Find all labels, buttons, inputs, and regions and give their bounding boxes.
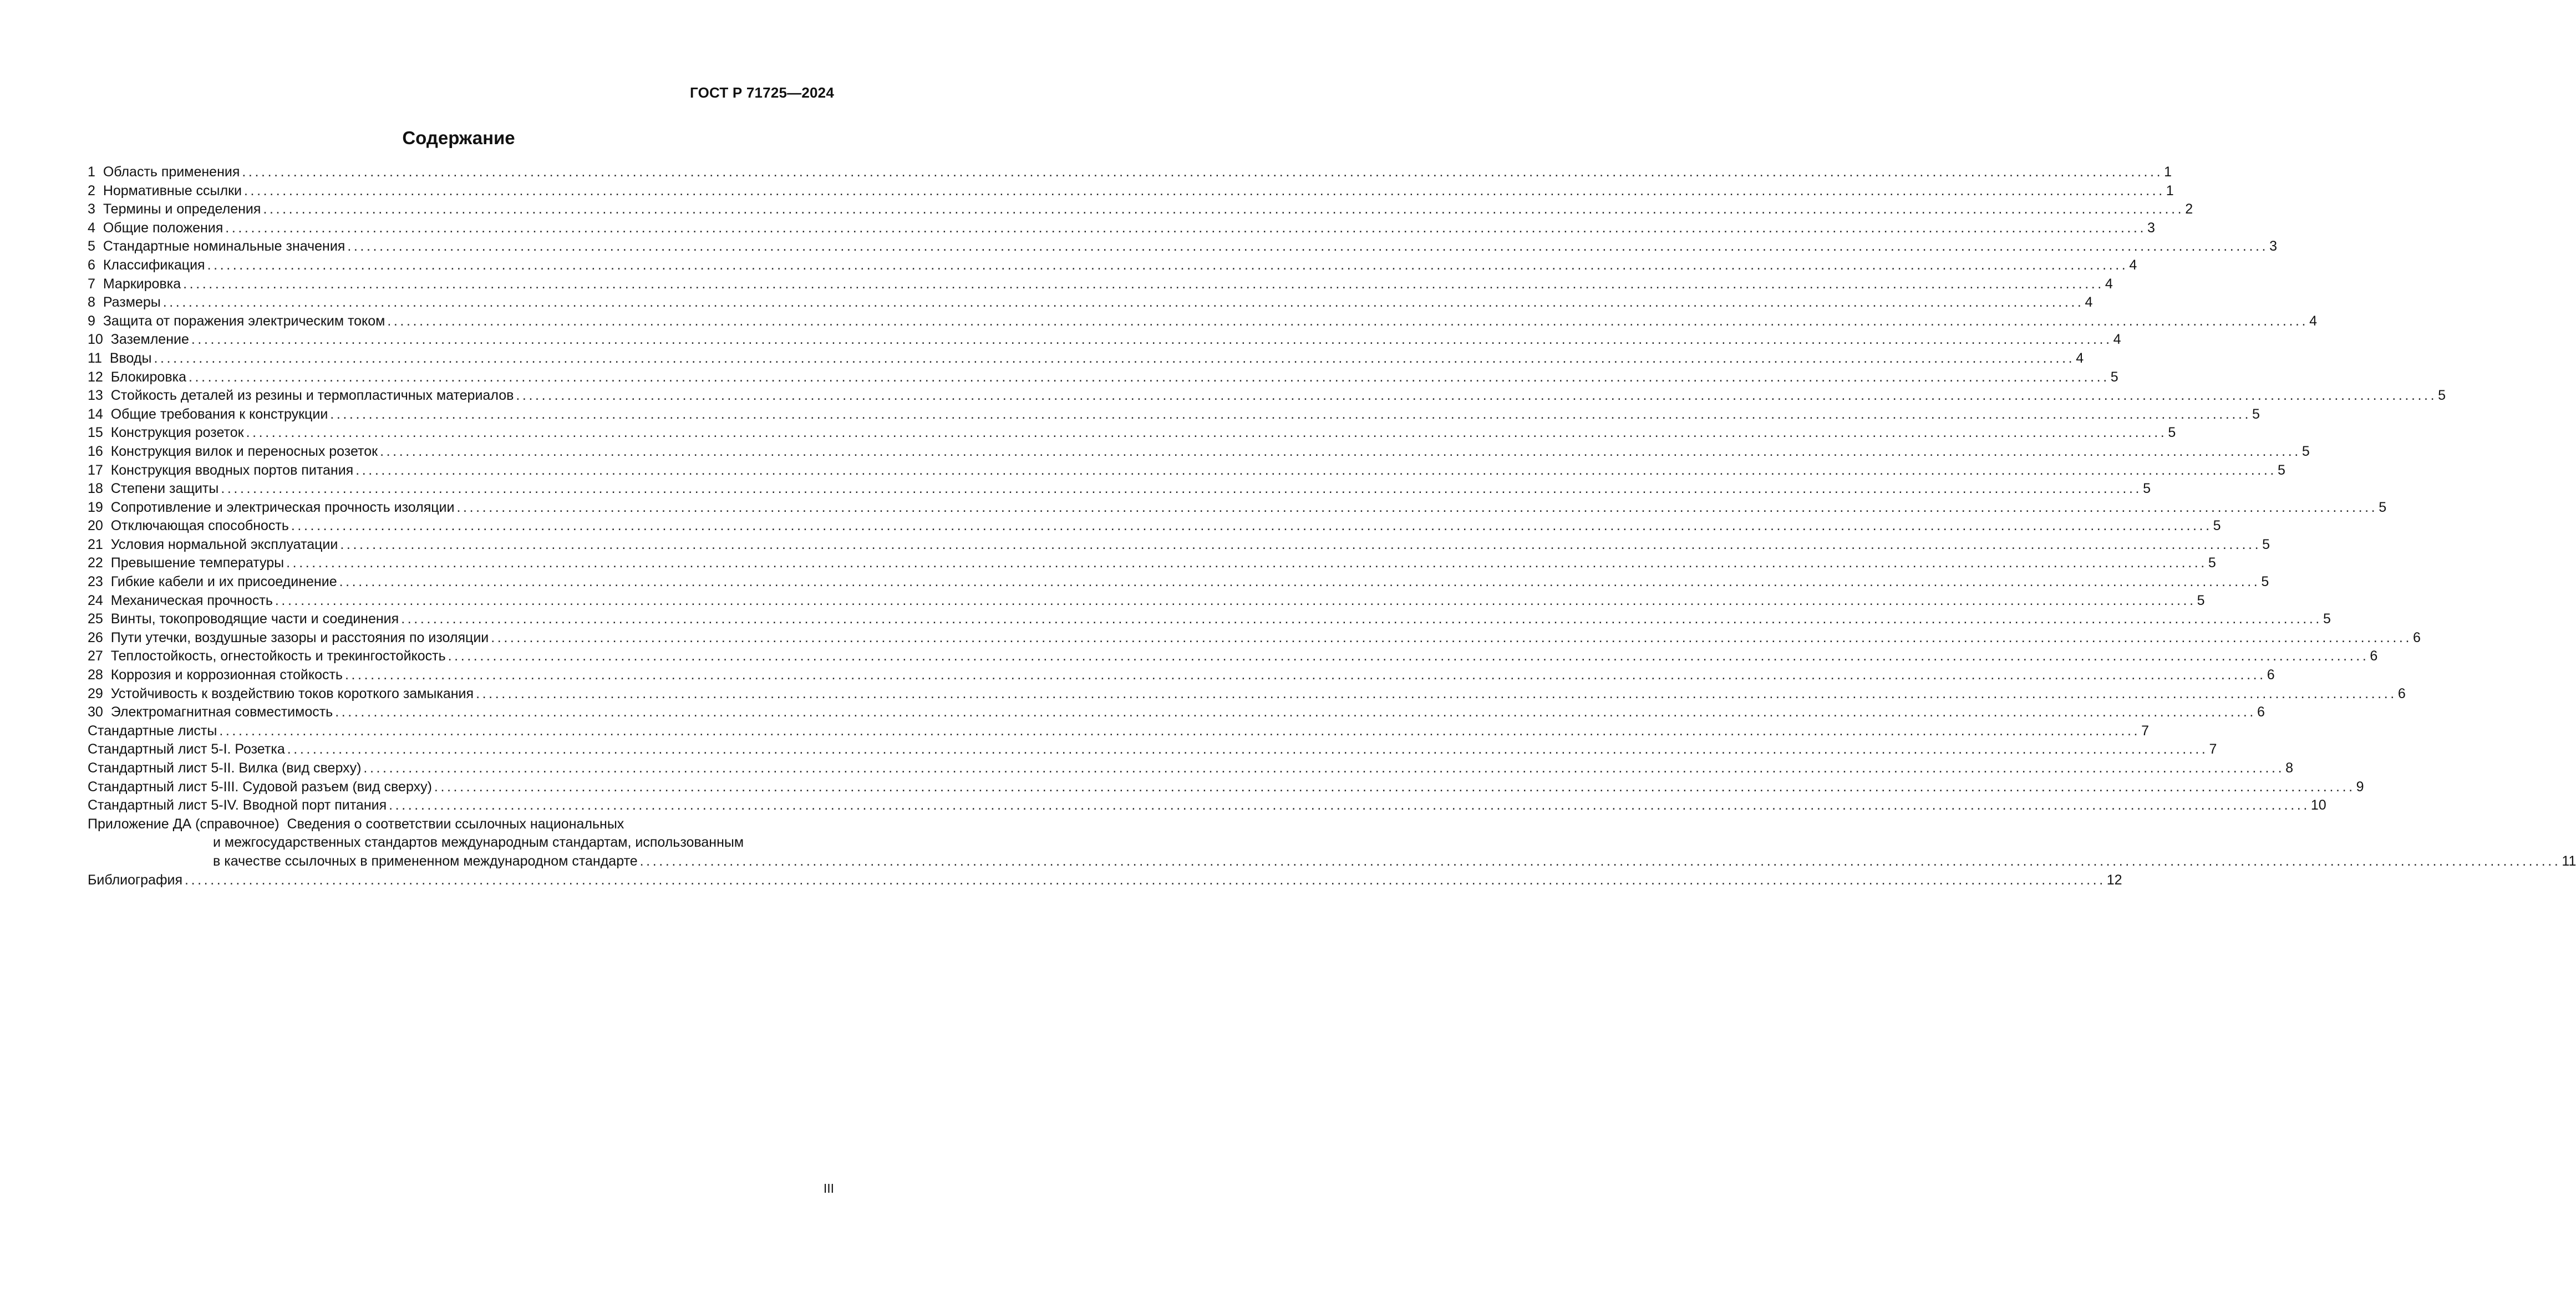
toc-dot-leader: ............................................................................................................................................................................................................................................................................................................: [191, 332, 2112, 348]
toc-entry-label: [88, 237, 345, 256]
toc-entry-number: 9: [88, 313, 95, 329]
toc-page-number: 6: [2413, 629, 2421, 645]
toc-entry-label: [88, 293, 161, 312]
toc-dot-leader: ............................................................................................................................................................................................................................................................................................................: [491, 629, 2412, 645]
toc-entry-number: 22: [88, 555, 103, 571]
toc-dot-leader: ............................................................................................................................................................................................................................................................................................................: [244, 182, 2165, 199]
toc-entry-label: [88, 796, 387, 815]
toc-entry-title: Условия нормальной эксплуатации: [110, 536, 338, 552]
toc-entry-title: Отключающая способность: [110, 518, 289, 534]
toc-entry[interactable]: [88, 685, 2406, 704]
toc-entry-title: Классификация: [103, 257, 205, 273]
toc-entry-number: 1: [88, 164, 95, 180]
toc-entry-label: [88, 312, 385, 331]
toc-entry-number: 26: [88, 629, 103, 645]
toc-entry-number: 25: [88, 611, 103, 627]
toc-entry-title: Заземление: [110, 332, 189, 348]
toc-entry-label: [88, 219, 223, 238]
toc-dot-leader: ............................................................................................................................................................................................................................................................................................................: [335, 704, 2256, 720]
toc-entry-label: [88, 647, 446, 666]
toc-entry-title: Винты, токопроводящие части и соединения: [110, 611, 399, 627]
toc-entry-label: [88, 610, 399, 629]
toc-entry-label: [88, 573, 337, 592]
toc-entry-title: Пути утечки, воздушные зазоры и расстояния по изоляции: [110, 629, 489, 645]
toc-entry-number: 29: [88, 685, 103, 701]
toc-page-number: 5: [2438, 388, 2446, 404]
toc-entry-number: 28: [88, 667, 103, 683]
toc-entry-number: 23: [88, 574, 103, 590]
toc-entry[interactable]: [88, 256, 2137, 275]
toc-entry[interactable]: [88, 536, 2270, 555]
toc-dot-leader: ............................................................................................................................................................................................................................................................................................................: [401, 611, 2322, 627]
toc-entry-label: [88, 722, 217, 741]
toc-entry-number: 17: [88, 462, 103, 478]
toc-appendix-line-3: [88, 852, 2576, 871]
toc-entry-title: Стандартный лист 5-III. Судовой разъем (вид сверху): [88, 779, 432, 795]
toc-entry[interactable]: [88, 610, 2331, 629]
toc-entry[interactable]: [88, 200, 2193, 219]
toc-entry-number: 10: [88, 332, 103, 348]
toc-page-number: 7: [2141, 723, 2149, 739]
toc-page-number: 6: [2397, 685, 2406, 701]
toc-entry-label: [88, 759, 361, 778]
toc-dot-leader: ............................................................................................................................................................................................................................................................................................................: [183, 276, 2104, 292]
toc-appendix-line-2: и межгосударственных стандартов международным стандартам, использованным: [213, 835, 744, 851]
toc-entry-title: Конструкция вводных портов питания: [110, 462, 354, 478]
toc-entry[interactable]: [88, 461, 2285, 480]
toc-entry-label: [88, 424, 244, 442]
toc-entry-label: [88, 182, 242, 201]
toc-entry[interactable]: [88, 573, 2269, 592]
toc-entry-number: 4: [88, 220, 95, 236]
toc-page-number: 4: [2129, 257, 2137, 273]
toc-entry-label: [88, 275, 181, 294]
toc-page-number: 5: [2301, 443, 2310, 459]
toc-entry-title: Гибкие кабели и их присоединение: [110, 574, 337, 590]
toc-entry-title: Стойкость деталей из резины и термопластичных материалов: [110, 388, 514, 404]
toc-entry-label: [88, 536, 338, 555]
toc-entry-number: 6: [88, 257, 95, 273]
toc-entry-number: 2: [88, 182, 95, 199]
toc-page-number: 5: [2252, 406, 2260, 422]
toc-entry-title: Стандартный лист 5-I. Розетка: [88, 741, 285, 757]
toc-entry-number: 18: [88, 481, 103, 497]
toc-dot-leader: ............................................................................................................................................................................................................................................................................................................: [389, 797, 2310, 813]
toc-page-number: 6: [2267, 667, 2275, 683]
toc-entry-title: Устойчивость к воздействию токов короткого замыкания: [110, 685, 474, 701]
toc-dot-leader: ............................................................................................................................................................................................................................................................................................................: [225, 220, 2147, 236]
toc-entry[interactable]: [88, 182, 2174, 201]
toc-entry[interactable]: [88, 796, 2326, 815]
toc-entry-label: [88, 200, 261, 219]
toc-dot-leader: ............................................................................................................................................................................................................................................................................................................: [476, 685, 2397, 701]
toc-dot-leader: ............................................................................................................................................................................................................................................................................................................: [347, 238, 2269, 255]
toc-entry[interactable]: [88, 386, 2446, 405]
toc-entry-number: 3: [88, 201, 95, 217]
toc-entry-title: Общие положения: [103, 220, 223, 236]
toc-entry-number: 8: [88, 294, 95, 311]
toc-dot-leader: ............................................................................................................................................................................................................................................................................................................: [339, 574, 2260, 590]
toc-dot-leader: ............................................................................................................................................................................................................................................................................................................: [242, 164, 2163, 180]
toc-page-number: 7: [2209, 741, 2217, 757]
toc-entry[interactable]: [88, 275, 2113, 294]
toc-entry-title: Степени защиты: [110, 481, 219, 497]
toc-entry-label: [88, 442, 378, 461]
toc-entry-label: [88, 368, 186, 387]
toc-entry[interactable]: [88, 480, 2151, 499]
toc-entry[interactable]: [88, 368, 2118, 387]
toc-entry[interactable]: [88, 666, 2275, 685]
toc-entry-label: [88, 778, 432, 797]
toc-page-number: 8: [2285, 760, 2294, 776]
toc-entry-label: [88, 386, 514, 405]
toc-page-number: 12: [2106, 872, 2122, 888]
toc-entry-title: Стандартные листы: [88, 723, 217, 739]
toc-entry-label: [88, 405, 328, 424]
page-title: Содержание: [402, 128, 515, 148]
toc-page-number: 5: [2262, 536, 2270, 552]
toc-entry[interactable]: [88, 293, 2093, 312]
toc-entry-label: [88, 592, 273, 611]
toc-entry-title: Библиография: [88, 872, 183, 888]
toc-entry-title: Стандартный лист 5-II. Вилка (вид сверху): [88, 760, 362, 776]
toc-dot-leader: ............................................................................................................................................................................................................................................................................................................: [456, 499, 2378, 515]
toc-page-number: 5: [2168, 425, 2176, 441]
toc-appendix-title-3: в качестве ссылочных в примененном международном стандарте: [213, 853, 638, 869]
toc-dot-leader: ............................................................................................................................................................................................................................................................................................................: [291, 518, 2212, 534]
toc-entry[interactable]: [88, 163, 2172, 182]
toc-entry-label: [88, 703, 333, 722]
toc-dot-leader: ............................................................................................................................................................................................................................................................................................................: [355, 462, 2277, 478]
toc-entry-label: [88, 629, 489, 648]
toc-appendix-title-1: Сведения о соответствии ссылочных национальных: [287, 816, 624, 832]
toc-entry-label: [88, 685, 474, 704]
toc-appendix-entry[interactable]: [88, 815, 2576, 871]
toc-entry-title: Размеры: [103, 294, 161, 311]
toc-entry-number: 27: [88, 648, 103, 664]
toc-dot-leader: ............................................................................................................................................................................................................................................................................................................: [154, 350, 2075, 366]
toc-entry[interactable]: [88, 405, 2260, 424]
toc-entry-number: 14: [88, 406, 103, 422]
toc-page-number: 1: [2164, 164, 2172, 180]
toc-dot-leader: ............................................................................................................................................................................................................................................................................................................: [263, 201, 2184, 217]
toc-entry-title: Нормативные ссылки: [103, 182, 242, 199]
toc-dot-leader: ............................................................................................................................................................................................................................................................................................................: [330, 406, 2252, 422]
toc-page-number: 9: [2356, 779, 2364, 795]
toc-entry[interactable]: [88, 592, 2205, 611]
toc-page-number: 2: [2185, 201, 2193, 217]
toc-dot-leader: ............................................................................................................................................................................................................................................................................................................: [344, 667, 2266, 683]
toc-entry-label: [88, 163, 240, 182]
toc-entry-label: [88, 499, 454, 517]
toc-dot-leader: ............................................................................................................................................................................................................................................................................................................: [639, 853, 2561, 869]
toc-dot-leader: ............................................................................................................................................................................................................................................................................................................: [207, 257, 2128, 273]
toc-entry[interactable]: [88, 517, 2221, 536]
toc-page-number: 1: [2166, 182, 2174, 199]
toc-entry[interactable]: [88, 759, 2294, 778]
toc-dot-leader: ............................................................................................................................................................................................................................................................................................................: [275, 592, 2196, 608]
toc-entry-title: Маркировка: [103, 276, 181, 292]
toc-entry-number: 5: [88, 238, 95, 255]
toc-entry-number: 11: [88, 350, 102, 366]
toc-entry[interactable]: [88, 424, 2176, 442]
toc-entry-number: 19: [88, 499, 103, 515]
toc-page-number: 5: [2208, 555, 2216, 571]
toc-entry[interactable]: [88, 554, 2216, 573]
toc-entry-label: [88, 480, 219, 499]
toc-entry-title: Область применения: [103, 164, 240, 180]
toc-dot-leader: ............................................................................................................................................................................................................................................................................................................: [246, 425, 2167, 441]
toc-page-number: 11: [2562, 853, 2576, 869]
toc-entry-label: [88, 554, 284, 573]
toc-entry[interactable]: [88, 330, 2121, 349]
toc-page-number: 5: [2261, 574, 2269, 590]
toc-dot-leader: ............................................................................................................................................................................................................................................................................................................: [287, 741, 2208, 757]
toc-dot-leader: ............................................................................................................................................................................................................................................................................................................: [286, 555, 2207, 571]
toc-dot-leader: ............................................................................................................................................................................................................................................................................................................: [434, 779, 2355, 795]
toc-page-number: 5: [2213, 518, 2221, 534]
toc-entry-title: Коррозия и коррозионная стойкость: [110, 667, 343, 683]
toc-entry-label: [88, 666, 343, 685]
toc-page-number: 4: [2113, 332, 2121, 348]
toc-dot-leader: ............................................................................................................................................................................................................................................................................................................: [387, 313, 2309, 329]
toc-entry-label: [88, 256, 205, 275]
toc-entry[interactable]: [88, 778, 2364, 797]
toc-entry-number: 7: [88, 276, 95, 292]
toc-page-number: 5: [2110, 369, 2118, 385]
toc-entry-number: 21: [88, 536, 103, 552]
toc-entry-title: Общие требования к конструкции: [110, 406, 328, 422]
toc-dot-leader: ............................................................................................................................................................................................................................................................................................................: [363, 760, 2285, 776]
toc-page-number: 5: [2197, 592, 2205, 608]
toc-appendix-line-1: [88, 815, 835, 834]
toc-entry-label: [88, 349, 151, 368]
table-of-contents: [88, 163, 2576, 889]
toc-entry-label: [88, 330, 189, 349]
toc-entry-label: [88, 461, 353, 480]
toc-entry-title: Конструкция розеток: [110, 425, 244, 441]
toc-entry-title: Электромагнитная совместимость: [110, 704, 333, 720]
toc-entry-title: Конструкция вилок и переносных розеток: [110, 443, 378, 459]
toc-entry[interactable]: [88, 722, 2149, 741]
toc-entry-title: Превышение температуры: [110, 555, 284, 571]
toc-dot-leader: ............................................................................................................................................................................................................................................................................................................: [185, 872, 2106, 888]
toc-page-number: 3: [2269, 238, 2277, 255]
toc-page-number: 4: [2076, 350, 2084, 366]
toc-entry-number: 30: [88, 704, 103, 720]
toc-entry[interactable]: [88, 219, 2155, 238]
toc-entry[interactable]: [88, 703, 2265, 722]
toc-entry[interactable]: [88, 740, 2217, 759]
toc-entry[interactable]: [88, 629, 2421, 648]
toc-dot-leader: ............................................................................................................................................................................................................................................................................................................: [221, 481, 2142, 497]
toc-entry[interactable]: [88, 647, 2378, 666]
toc-entry-title: Сопротивление и электрическая прочность изоляции: [110, 499, 455, 515]
toc-dot-leader: ............................................................................................................................................................................................................................................................................................................: [380, 443, 2301, 459]
toc-page-number: 5: [2323, 611, 2331, 627]
toc-entry-title: Механическая прочность: [110, 592, 273, 608]
toc-page-number: 4: [2105, 276, 2113, 292]
toc-entry-number: 12: [88, 369, 103, 385]
toc-entry-number: 13: [88, 388, 103, 404]
toc-entry-title: Стандартный лист 5-IV. Вводной порт питания: [88, 797, 387, 813]
toc-page-number: 6: [2257, 704, 2265, 720]
toc-entry-title: Вводы: [109, 350, 152, 366]
toc-page-number: 5: [2143, 481, 2151, 497]
toc-entry-title: Защита от поражения электрическим током: [103, 313, 385, 329]
toc-entry-number: 24: [88, 592, 103, 608]
toc-entry-number: 20: [88, 518, 103, 534]
toc-entry-title: Стандартные номинальные значения: [103, 238, 346, 255]
page-number: III: [823, 1181, 834, 1196]
toc-dot-leader: ............................................................................................................................................................................................................................................................................................................: [162, 294, 2084, 311]
document-code: ГОСТ Р 71725—2024: [690, 84, 834, 101]
toc-page-number: 10: [2310, 797, 2326, 813]
toc-page-number: 3: [2147, 220, 2155, 236]
toc-dot-leader: ............................................................................................................................................................................................................................................................................................................: [219, 723, 2141, 739]
toc-entry-title: Термины и определения: [103, 201, 261, 217]
toc-entry[interactable]: [88, 312, 2317, 331]
toc-dot-leader: ............................................................................................................................................................................................................................................................................................................: [340, 536, 2262, 552]
toc-entry[interactable]: [88, 499, 2387, 517]
toc-entry-label: [88, 517, 289, 536]
toc-entry-title: Теплостойкость, огнестойкость и трекингостойкость: [110, 648, 446, 664]
toc-page-number: 5: [2277, 462, 2285, 478]
toc-page-number: 6: [2370, 648, 2378, 664]
toc-page-number: 4: [2085, 294, 2093, 311]
toc-dot-leader: ............................................................................................................................................................................................................................................................................................................: [516, 388, 2437, 404]
toc-dot-leader: ............................................................................................................................................................................................................................................................................................................: [448, 648, 2369, 664]
toc-entry[interactable]: [88, 237, 2277, 256]
toc-entry-label: [88, 740, 285, 759]
toc-entry[interactable]: [88, 442, 2310, 461]
toc-bibliography-entry[interactable]: [88, 871, 2122, 890]
toc-page-number: 5: [2379, 499, 2387, 515]
toc-entry-title: Блокировка: [110, 369, 186, 385]
toc-entry-number: 15: [88, 425, 103, 441]
toc-entry[interactable]: [88, 349, 2084, 368]
toc-page-number: 4: [2309, 313, 2317, 329]
toc-appendix-label: Приложение ДА (справочное): [88, 816, 280, 832]
toc-entry-number: 16: [88, 443, 103, 459]
toc-dot-leader: ............................................................................................................................................................................................................................................................................................................: [189, 369, 2110, 385]
